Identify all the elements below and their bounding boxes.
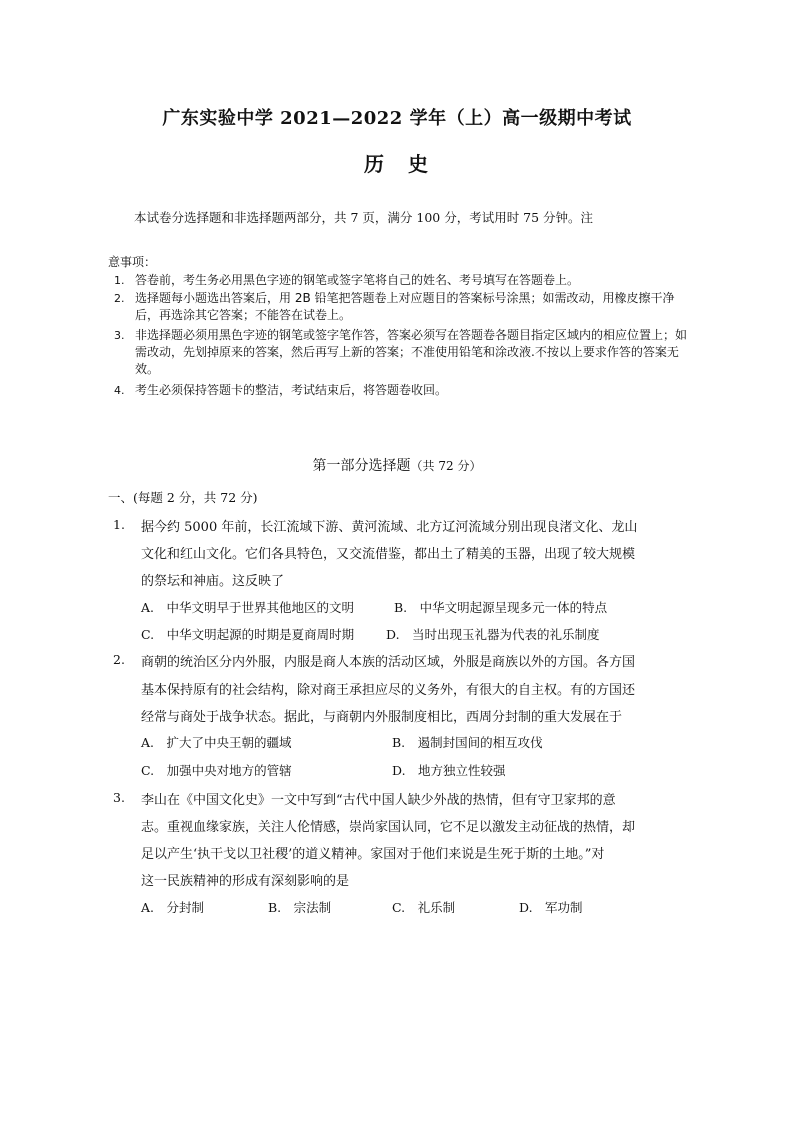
option-a: A. 分封制 xyxy=(141,900,205,915)
question-stem-line: 志。重视血缘家族，关注人伦情感，崇尚家国认同，它不足以激发主动征战的热情，却 xyxy=(141,820,636,835)
question-stem-line: 这一民族精神的形成有深刻影响的是 xyxy=(141,874,350,889)
question-stem-line: 李山在《中国文化史》一文中写到“古代中国人缺少外战的热情，但有守卫家邦的意 xyxy=(141,793,616,808)
question-stem-line: 商朝的统治区分内外服，内服是商人本族的活动区域，外服是商族以外的方国。各方国 xyxy=(141,655,636,670)
exam-title: 广东实验中学 2021—2022 学年（上）高一级期中考试 xyxy=(162,108,632,129)
option-c: C. 加强中央对地方的管辖 xyxy=(141,763,292,778)
notice-number: 3. xyxy=(114,329,125,342)
question-stem-line: 据今约 5000 年前，长江流域下游、黄河流域、北方辽河流域分别出现良渚文化、龙山 xyxy=(141,520,638,535)
option-b: B. 中华文明起源呈现多元一体的特点 xyxy=(394,600,608,615)
notice-number: 4. xyxy=(114,384,125,397)
section-title-points: （共 72 分） xyxy=(410,459,482,473)
notice-item xyxy=(108,382,688,399)
notice-text: 选择题每小题选出答案后，用 2B 铅笔把答题卷上对应题目的答案标号涂黑；如需改动，用橡皮擦干净后，再选涂其它答案；不能答在试卷上。 xyxy=(135,291,675,322)
option-b: B. 宗法制 xyxy=(268,900,332,915)
question-number: 3. xyxy=(113,790,125,805)
notice-item xyxy=(108,327,688,378)
option-d: D. 当时出现玉礼器为代表的礼乐制度 xyxy=(386,627,600,642)
notice-text: 答卷前，考生务必用黑色字迹的钢笔或签字笔将自己的姓名、考号填写在答题卷上。 xyxy=(135,273,580,287)
question-number: 1. xyxy=(113,517,125,532)
section-title-main: 第一部分选择题 xyxy=(312,458,411,474)
option-b: B. 遏制封国间的相互攻伐 xyxy=(392,735,543,750)
question-number: 2. xyxy=(113,652,125,667)
option-d: D. 军功制 xyxy=(519,900,583,915)
question-stem-line: 基本保持原有的社会结构，除对商王承担应尽的义务外，有很大的自主权。有的方国还 xyxy=(141,683,636,698)
question-stem-line: 足以产生‘执干戈以卫社稷’的道义精神。家国对于他们来说是生死于斯的土地。”对 xyxy=(141,847,605,862)
notice-number: 1. xyxy=(114,274,125,287)
part-heading: 一、(每题 2 分，共 72 分) xyxy=(108,490,258,505)
option-c: C. 礼乐制 xyxy=(392,900,456,915)
option-a: A. 扩大了中央王朝的疆域 xyxy=(141,735,292,750)
question-stem-line: 经常与商处于战争状态。据此，与商朝内外服制度相比，西周分封制的重大发展在于 xyxy=(141,710,623,725)
notice-text: 非选择题必须用黑色字迹的钢笔或签字笔作答，答案必须写在答题卷各题目指定区域内的相应位置上；如需改动，先划掉原来的答案，然后再写上新的答案；不准使用铅笔和涂改液.不按以上要求作答的答案无效。 xyxy=(135,328,688,376)
notice-text: 考生必须保持答题卡的整洁，考试结束后，将答题卷收回。 xyxy=(135,383,448,397)
question-stem-line: 文化和红山文化。它们各具特色，又交流借鉴，都出土了精美的玉器，出现了较大规模 xyxy=(141,547,636,562)
question-stem-line: 的祭坛和神庙。这反映了 xyxy=(141,574,285,589)
option-d: D. 地方独立性较强 xyxy=(392,763,506,778)
subject-title: 历 史 xyxy=(364,152,430,176)
notice-number: 2. xyxy=(114,292,125,305)
option-c: C. 中华文明起源的时期是夏商周时期 xyxy=(141,627,355,642)
notice-heading: 意事项： xyxy=(108,255,157,269)
instructions-intro: 本试卷分选择题和非选择题两部分，共 7 页，满分 100 分，考试用时 75 分钟。注 xyxy=(134,210,594,225)
notice-item xyxy=(108,290,688,324)
section-title xyxy=(0,455,794,475)
option-a: A. 中华文明早于世界其他地区的文明 xyxy=(141,600,355,615)
notice-item xyxy=(108,272,688,289)
